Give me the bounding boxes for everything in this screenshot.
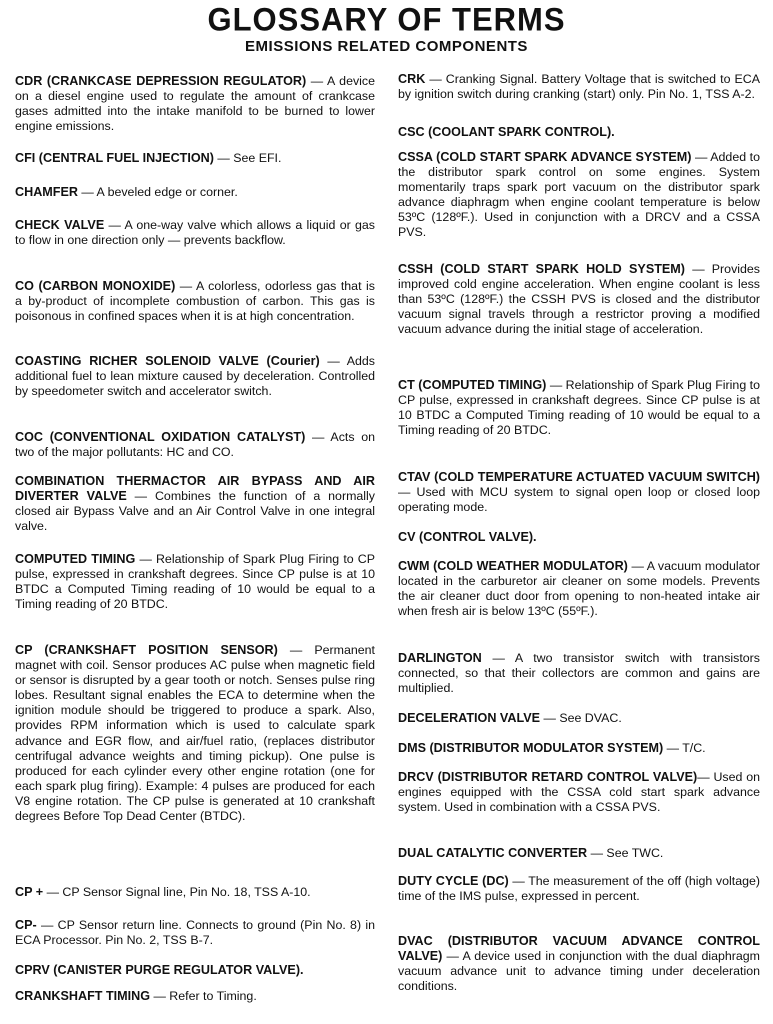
glossary-entry: [15, 918, 375, 948]
glossary-term: DARLINGTON: [398, 651, 482, 665]
glossary-definition: — Provides improved cold engine acceleration. When engine coolant is less than 53ºC (128ºF.) the CSSH PVS is closed and the distributor vacuum signal travels through a restrictor proving a modified vacuum advance during the initial stage of acceleration.: [398, 262, 761, 337]
glossary-definition: — A device used in conjunction with the dual diaphragm vacuum advance unit to advance timing under deceleration conditions.: [398, 949, 760, 994]
glossary-definition: — Permanent magnet with coil. Sensor produces AC pulse when magnetic field or sensor is disrupted by a gear tooth or notch. Senses pulse ring lobes. Resultant signal enables the ECA to determine when the ignition module should be triggered to produce a spark. Also, provides RPM information which is used to calculate spark advance and EGR flow, and air/fuel ratio, (replaces distributor centrifugal advance weights and timing pickup). One pulse is produced for each cylinder every other engine rotation (one for each spark plug firing). Example: 4 pulses are produced for each V8 engine rotation. The CP pulse is generated at 10 crankshaft degrees Before Top Dead Center (BTDC).: [15, 643, 376, 824]
glossary-term: CSC (COOLANT SPARK CONTROL).: [398, 125, 615, 139]
glossary-definition: — Relationship of Spark Plug Firing to CP pulse, expressed in crankshaft degrees. Since CP pulse is at 10 BTDC a Computed Timing reading of 10 would be equal to a Timing reading of 20 BTDC.: [398, 378, 761, 438]
glossary-entry: [15, 151, 375, 166]
glossary-entry: [398, 741, 760, 756]
glossary-entry: [15, 74, 375, 134]
glossary-definition: — A device on a diesel engine used to regulate the amount of crankcase gases admitted into the intake manifold to be burned to lower engine emissions.: [15, 74, 375, 134]
glossary-term: CHECK VALVE: [15, 218, 105, 232]
glossary-term: CO (CARBON MONOXIDE): [15, 279, 176, 293]
page-title: GLOSSARY OF TERMS: [207, 1, 566, 38]
glossary-definition: — See TWC.: [587, 846, 664, 860]
glossary-entry: [15, 963, 375, 978]
glossary-entry: [15, 552, 375, 612]
glossary-term: CHAMFER: [15, 185, 78, 199]
glossary-term: CV (CONTROL VALVE).: [398, 530, 537, 544]
glossary-entry: [15, 474, 375, 534]
glossary-definition: — Combines the function of a normally closed air Bypass Valve and an Air Control Valve in one integral valve.: [15, 489, 375, 534]
glossary-term: COASTING RICHER SOLENOID VALVE (Courier): [15, 354, 320, 368]
glossary-entry: [398, 874, 760, 904]
glossary-term: DRCV (DISTRIBUTOR RETARD CONTROL VALVE): [398, 770, 698, 784]
glossary-entry: [398, 378, 760, 438]
glossary-term: CP +: [15, 885, 44, 899]
glossary-entry: [398, 125, 760, 140]
glossary-term: COC (CONVENTIONAL OXIDATION CATALYST): [15, 430, 306, 444]
glossary-entry: [398, 72, 760, 102]
page-subtitle: EMISSIONS RELATED COMPONENTS: [245, 38, 528, 55]
glossary-term: CPRV (CANISTER PURGE REGULATOR VALVE).: [15, 963, 304, 977]
glossary-entry: [398, 262, 760, 337]
glossary-definition: — CP Sensor return line. Connects to ground (Pin No. 8) in ECA Processor. Pin No. 2, TSS B-7.: [15, 918, 375, 948]
glossary-term: CDR (CRANKCASE DEPRESSION REGULATOR): [15, 74, 307, 88]
glossary-entry: [398, 651, 760, 696]
glossary-definition: — A one-way valve which allows a liquid or gas to flow in one direction only — prevents backflow.: [15, 218, 375, 248]
glossary-term: CRK: [398, 72, 426, 86]
glossary-term: DECELERATION VALVE: [398, 711, 541, 725]
glossary-entry: [15, 989, 375, 1004]
glossary-definition: — A vacuum modulator located in the carburetor air cleaner on some models. Prevents the air cleaner duct door from opening to non-heated intake air when fresh air is below 13ºC (55ºF.).: [398, 559, 761, 619]
glossary-term: DMS (DISTRIBUTOR MODULATOR SYSTEM): [398, 741, 664, 755]
glossary-definition: — Refer to Timing.: [150, 989, 257, 1003]
glossary-definition: — Added to the distributor spark control on some engines. System momentarily traps spark port vacuum on the distributor spark advance diaphragm when engine coolant temperature is below 53ºC (128ºF.). Used in conjunction with a DRCV and a CSSA PVS.: [398, 150, 760, 240]
glossary-term: DUTY CYCLE (DC): [398, 874, 509, 888]
glossary-definition: — Adds additional fuel to lean mixture caused by deceleration. Controlled by speedometer switch and accelerator switch.: [15, 354, 375, 399]
glossary-entry: [15, 354, 375, 399]
glossary-term: DUAL CATALYTIC CONVERTER: [398, 846, 588, 860]
glossary-term: CFI (CENTRAL FUEL INJECTION): [15, 151, 214, 165]
glossary-entry: [15, 885, 375, 900]
glossary-entry: [398, 711, 760, 726]
glossary-term: CT (COMPUTED TIMING): [398, 378, 547, 392]
glossary-entry: [398, 150, 760, 241]
glossary-entry: [398, 770, 760, 815]
glossary-entry: [15, 430, 375, 460]
glossary-term: DVAC (DISTRIBUTOR VACUUM ADVANCE CONTROL VALVE): [398, 934, 760, 964]
glossary-term: CTAV (COLD TEMPERATURE ACTUATED VACUUM SWITCH): [398, 470, 760, 484]
glossary-definition: — Used with MCU system to signal open loop or closed loop operating mode.: [398, 485, 760, 515]
glossary-entry: [398, 470, 760, 515]
glossary-term: CRANKSHAFT TIMING: [15, 989, 151, 1003]
glossary-definition: — Cranking Signal. Battery Voltage that is switched to ECA by ignition switch during cranking (start) only. Pin No. 1, TSS A-2.: [398, 72, 760, 102]
glossary-entry: [398, 934, 760, 994]
glossary-term: CSSH (COLD START SPARK HOLD SYSTEM): [398, 262, 685, 276]
glossary-definition: — A beveled edge or corner.: [77, 185, 238, 199]
glossary-entry: [15, 279, 375, 324]
glossary-definition: — Used on engines equipped with the CSSA cold start spark advance system. Used in combination with a CSSA PVS.: [398, 770, 760, 815]
glossary-definition: — CP Sensor Signal line, Pin No. 18, TSS A-10.: [43, 885, 311, 899]
glossary-entry: [398, 559, 760, 619]
glossary-definition: — A two transistor switch with transistors connected, so that their collectors are common and gains are multiplied.: [398, 651, 760, 696]
glossary-entry: [15, 218, 375, 248]
glossary-definition: — T/C.: [663, 741, 706, 755]
glossary-entry: [15, 643, 375, 824]
glossary-term: CWM (COLD WEATHER MODULATOR): [398, 559, 628, 573]
glossary-entry: [398, 846, 760, 861]
glossary-definition: — Acts on two of the major pollutants: HC and CO.: [15, 430, 375, 460]
glossary-term: CP (CRANKSHAFT POSITION SENSOR): [15, 643, 278, 657]
glossary-definition: — The measurement of the off (high voltage) time of the IMS pulse, expressed in percent.: [398, 874, 761, 904]
glossary-term: COMPUTED TIMING: [15, 552, 136, 566]
glossary-term: CP-: [15, 918, 37, 932]
glossary-entry: [398, 530, 760, 545]
glossary-entry: [15, 185, 375, 200]
glossary-definition: — See DVAC.: [540, 711, 622, 725]
glossary-definition: — Relationship of Spark Plug Firing to CP pulse, expressed in crankshaft degrees. Since CP pulse is at 10 BTDC a Computed Timing reading of 10 would be equal to a Timing reading of 20 BTDC.: [15, 552, 375, 612]
glossary-term: CSSA (COLD START SPARK ADVANCE SYSTEM): [398, 150, 692, 164]
glossary-term: COMBINATION THERMACTOR AIR BYPASS AND AIR DIVERTER VALVE: [15, 474, 375, 504]
glossary-definition: — See EFI.: [213, 151, 282, 165]
glossary-definition: — A colorless, odorless gas that is a by-product of incomplete combustion of carbon. This gas is poisonous in confined spaces when it is at high concentration.: [15, 279, 375, 324]
